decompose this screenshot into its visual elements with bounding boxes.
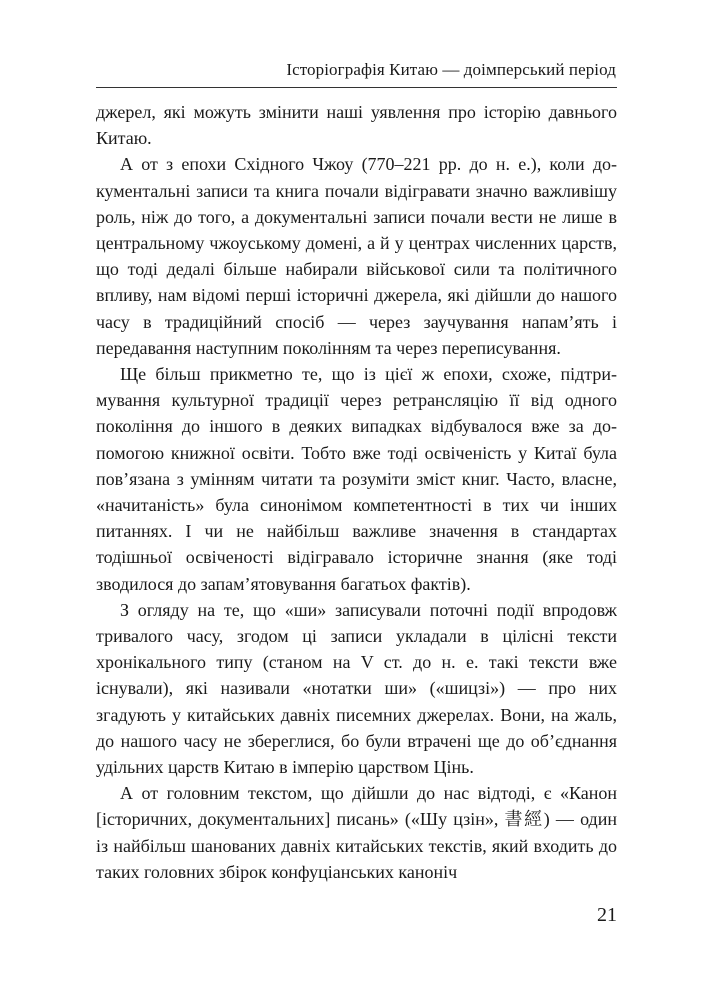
header-rule: [96, 87, 617, 88]
running-head: Історіографія Китаю — доімперський період: [286, 60, 616, 79]
paragraph-2: А от з епохи Східного Чжоу (770–221 рр. до н. е.), коли документальні записи та книга почали відігравати значно важливішу роль, ніж до того, а документальні записи почали вести не лише в центральному чжоуському домені, а й у центрах численних царств, що тоді дедалі більше набирали військової сили та політичного впливу, нам відомі перші історичні джерела, які дійшли до нашого часу в традиційний спосіб — через заучування напам’ять і передавання наступним поколінням та через переписування.: [96, 154, 617, 358]
paragraph-4: З огляду на те, що «ши» записували поточні події впродовж тривалого часу, згодом ці записи укладали в цілісні тексти хронікального типу (станом на V ст. до н. е. такі тексти вже існували), які називали «нотатки ши» («шицзі») — про них згадують у китайських давніх писемних джерелах. Вони, на жаль, до нашого часу не збереглися, бо були втрачені ще до об’єднання удільних царств Китаю в імперію царством Цінь.: [96, 599, 617, 778]
paragraph-3: Ще більш прикметно те, що із цієї ж епохи, схоже, підтримування культурної традиції через ретрансляцію її від одного покоління до іншого в деяких випадках відбувалося вже за допомогою книжної освіти. Тобто вже тоді освіченість у Китаї була пов’язана з умінням читати та розуміти зміст книг. Часто, власне, «начитаність» була синонімом компетентності в тих чи інших питаннях. І чи не найбільш важливе значення в стандартах тодішньої освіченості відігравало історичне знання (яке тоді зводилося до запам’ятовування багатьох фактів).: [96, 364, 617, 594]
page-number: 21: [597, 904, 617, 926]
body-text: [96, 99, 617, 885]
paragraph-5: А от головним текстом, що дійшли до нас відтоді, є «Канон [історичних, документальних] писань» («Шу цзін», 書經) — один із найбільш шанованих давніх китайських текстів, який входить до таких головних збірок конфуціанських каноніч: [96, 783, 617, 882]
paragraph-1: джерел, які можуть змінити наші уявлення про історію давнього Китаю.: [96, 102, 617, 149]
